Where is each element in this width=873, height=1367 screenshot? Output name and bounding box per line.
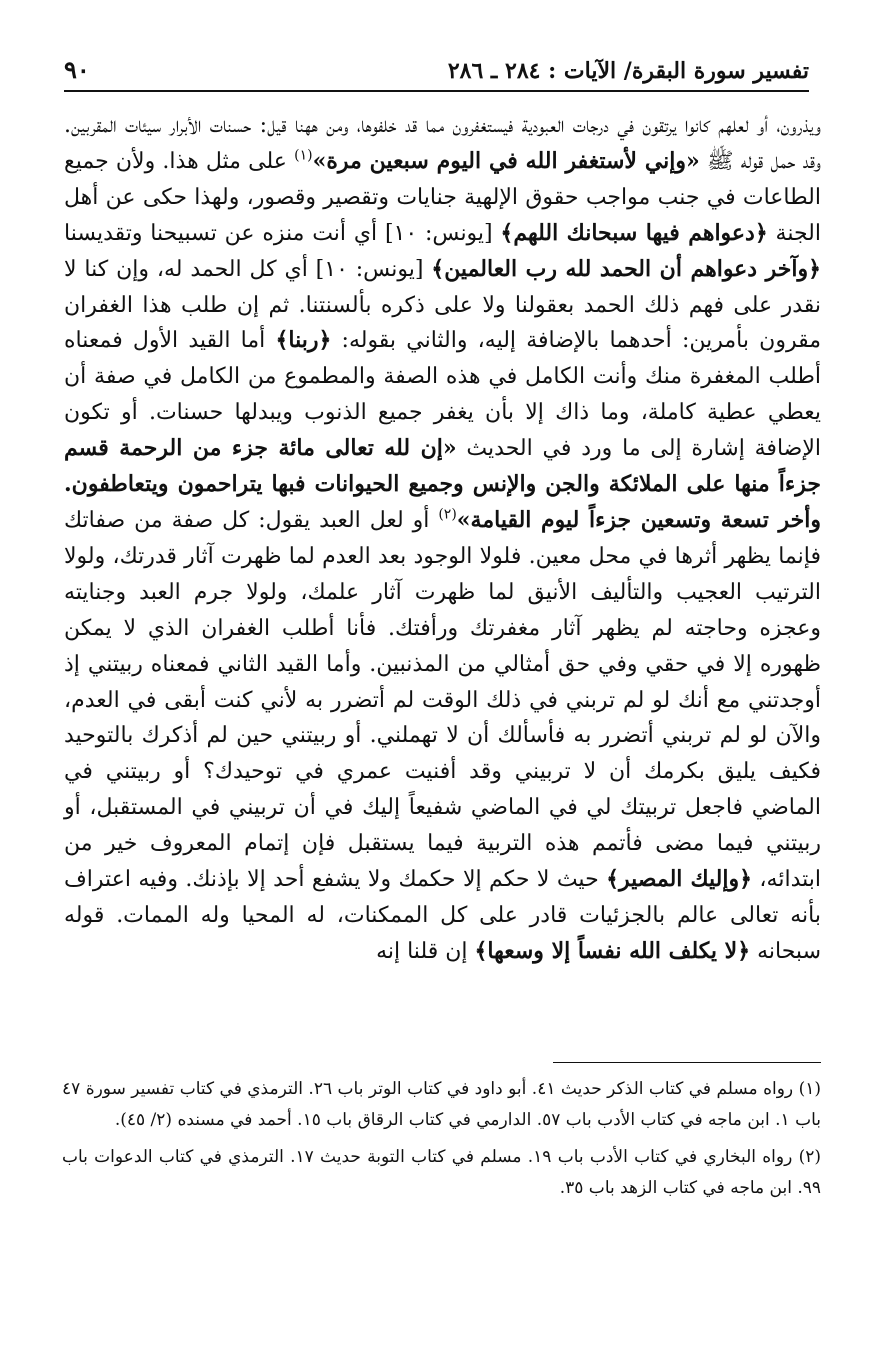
main-text (64, 108, 821, 970)
hadith-quote: «وإني لأستغفر الله في اليوم سبعين مرة» (312, 147, 700, 174)
footnote-1: (١) رواه مسلم في كتاب الذكر حديث ٤١. أبو داود في كتاب الوتر باب ٢٦. الترمذي في كتاب تفسير سورة ٤٧ باب ١. ابن ماجه في كتاب الأدب باب ٥٧. الدارمي في كتاب الرقاق باب ١٥. أحمد في مسنده (٢/ ٤٥). (62, 1079, 821, 1130)
footnote-2: (٢) رواه البخاري في كتاب الأدب باب ١٩. مسلم في كتاب التوبة حديث ١٧. الترمذي في كتاب الدعوات باب ٩٩. ابن ماجه في كتاب الزهد باب ٣٥. (62, 1147, 821, 1198)
text-segment: أو لعل العبد يقول: كل صفة من صفاتك فإنما يظهر أثرها في محل معين. فلولا الوجود بعد العدم لما ظهرت آثار قدرتك، ولولا الترتيب العجيب والتأليف الأنيق لما ظهرت آثار علمك، ولولا جرم العبد وجنايته وعجزه وحاجته لم يظهر آثار مغفرتك ورأفتك. فأنا أطلب الغفران الذي لا يمكن ظهوره إلا في حقي وفي حق أمثالي من المذنبين. وأما القيد الثاني فمعناه ربيتني إذ أوجدتني مع أنك لو لم تربني في ذلك الوقت لم أتضرر به لأني كنت أبقى في العدم، والآن لو لم تربني أتضرر به فأسألك أن لا تهملني. أو ربيتني حين لم أذكرك بالتوحيد فكيف يليق بكرمك أن لا تربيني وقد أفنيت عمري في توحيدك؟ أو ربيتني في الماضي فاجعل تربيتك لي في الماضي شفيعاً إليك في أن تربيني في المستقبل، أو ربيتني فيما مضى فأتمم هذه التربية فيما يستقبل فإن إتمام المعروف خير من ابتدائه، (64, 507, 821, 893)
text-segment: أما القيد الأول فمعناه أطلب المغفرة منك وأنت الكامل في هذه الصفة والمطموع من الكامل في صفة أن يعطي عطية كاملة، وما ذاك إلا بأن يغفر جميع الذنوب ويبدلها حسنات. أو تكون الإضافة إشارة إلى ما ورد في الحديث (64, 328, 821, 462)
quran-quote: ﴿لا يكلف الله نفساً إلا وسعها﴾ (474, 937, 751, 964)
main-paragraph (64, 108, 821, 970)
quran-quote: ﴿وآخر دعواهم أن الحمد لله رب العالمين﴾ (431, 255, 822, 282)
text-segment: ويذرون، أو لعلهم كانوا يرتقون في درجات العبودية فيستغفرون مما قد خلفوها، ومن ههنا قيل: حسنات الأبرار سيئات المقربين. وقد حمل قوله ﷺ (64, 113, 822, 174)
page-number: ٩٠ (64, 55, 90, 84)
quran-quote: ﴿دعواهم فيها سبحانك اللهم﴾ (500, 219, 768, 246)
quran-quote: ﴿ربنا﴾ (275, 327, 332, 354)
text-segment: حيث لا حكم إلا حكمك ولا يشفع أحد إلا بإذنك. وفيه اعتراف بأنه تعالى عالم بالجزئيات قادر على كل الممكنات، له المحيا وله الممات. قوله سبحانه (64, 867, 821, 964)
text-segment: إن قلنا إنه (376, 938, 475, 964)
footnote-separator (553, 1062, 821, 1063)
footnotes (62, 1074, 821, 1210)
footnote-marker: (١) (294, 147, 313, 164)
quran-quote: ﴿وإليك المصير﴾ (606, 866, 752, 893)
text-segment: على مثل هذا. ولأن جميع الطاعات في جنب مواجب حقوق الإلهية جنايات وتقصير وقصور، ولهذا حكى عن أهل الجنة (64, 148, 821, 246)
running-title: تفسير سورة البقرة/ الآيات : ٢٨٤ ـ ٢٨٦ (447, 58, 809, 84)
text-segment: [يونس: ١٠] أي أنت منزه عن تسبيحنا وتقديسنا (64, 220, 501, 246)
hadith-quote: «إن لله تعالى مائة جزء من الرحمة قسم جزءاً منها على الملائكة والجن والإنس وجميع الحيوانات فبها يتراحمون ويتعاطفون. وأخر تسعة وتسعين جزءاً ليوم القيامة» (64, 435, 821, 533)
text-segment: [يونس: ١٠] أي كل الحمد له، وإن كنا لا نقدر على فهم ذلك الحمد بعقولنا ولا على ذكره بألسنتنا. ثم إن طلب هذا الغفران مقرون بأمرين: أحدهما بالإضافة إليه، والثاني بقوله: (64, 256, 821, 354)
page-header (64, 52, 809, 92)
footnote-marker: (٢) (438, 506, 457, 523)
